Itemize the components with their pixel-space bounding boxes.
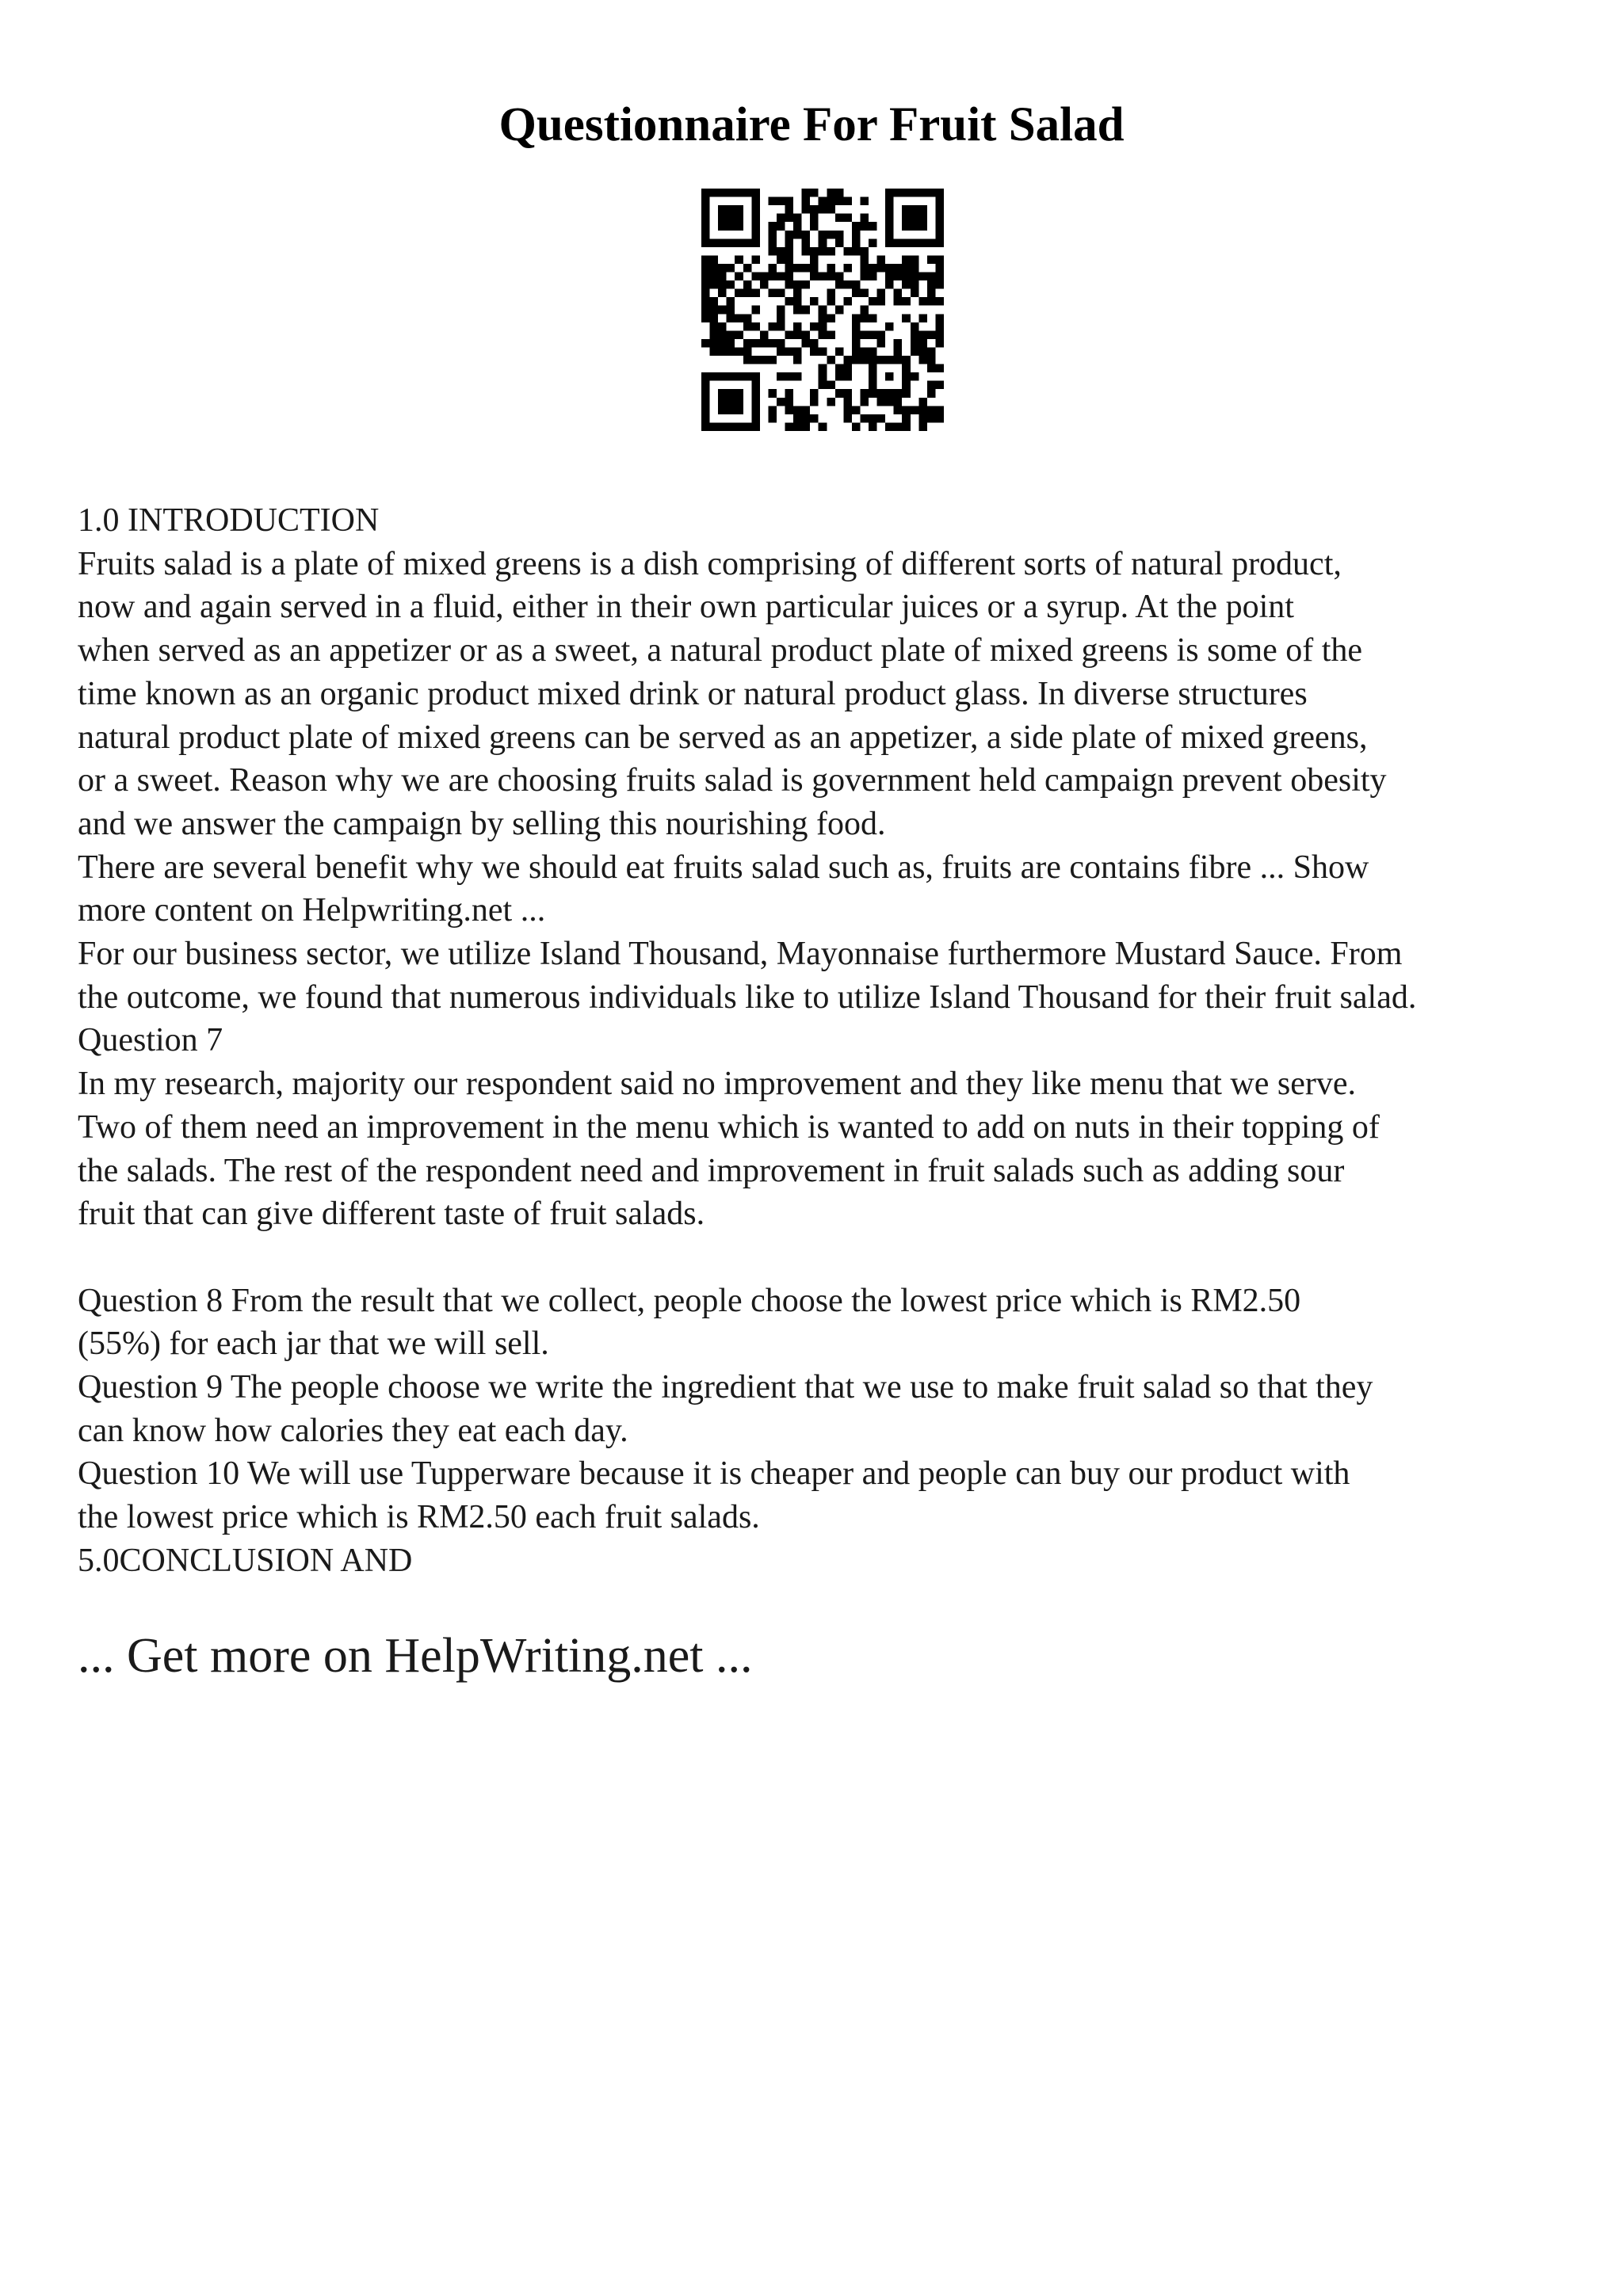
paragraph-gap [78, 1236, 1583, 1280]
document-title: Questionnaire For Fruit Salad [498, 98, 1125, 151]
body-line: or a sweet. Reason why we are choosing fruits salad is government held campaign prevent obesity [78, 762, 1387, 799]
document-body [78, 499, 1583, 1583]
body-line: the lowest price which is RM2.50 each fruit salads. [78, 1499, 760, 1536]
body-line: Fruits salad is a plate of mixed greens is a dish comprising of different sorts of natural product, [78, 545, 1342, 582]
body-line: In my research, majority our respondent said no improvement and they like menu that we serve. [78, 1066, 1357, 1103]
body-line: fruit that can give different taste of fruit salads. [78, 1196, 705, 1233]
section-heading-conclusion: 5.0CONCLUSION AND [78, 1542, 413, 1579]
body-line: Two of them need an improvement in the menu which is wanted to add on nuts in their topping of [78, 1108, 1380, 1146]
question-heading: Question 7 [78, 1022, 223, 1059]
body-line: Question 10 We will use Tupperware because it is cheaper and people can buy our product with [78, 1455, 1350, 1493]
body-line: For our business sector, we utilize Island Thousand, Mayonnaise furthermore Mustard Sauce. From [78, 936, 1403, 973]
qr-code-image [701, 189, 944, 431]
body-line: more content on Helpwriting.net ... [78, 892, 546, 929]
body-line: now and again served in a fluid, either in their own particular juices or a syrup. At the point [78, 589, 1294, 626]
body-line: time known as an organic product mixed drink or natural product glass. In diverse structures [78, 675, 1308, 712]
body-line: natural product plate of mixed greens can be served as an appetizer, a side plate of mixed greens, [78, 719, 1368, 756]
body-line: the outcome, we found that numerous individuals like to utilize Island Thousand for their fruit salad. [78, 978, 1417, 1016]
body-line: There are several benefit why we should eat fruits salad such as, fruits are contains fibre ... Show [78, 849, 1369, 886]
section-heading-introduction: 1.0 INTRODUCTION [78, 502, 380, 539]
body-line: Question 8 From the result that we collect, people choose the lowest price which is RM2.50 [78, 1282, 1301, 1319]
get-more-link[interactable]: ... Get more on HelpWriting.net ... [78, 1629, 753, 1683]
body-line: when served as an appetizer or as a sweet, a natural product plate of mixed greens is some of the [78, 632, 1363, 669]
body-line: (55%) for each jar that we will sell. [78, 1325, 549, 1363]
body-line: and we answer the campaign by selling this nourishing food. [78, 805, 886, 842]
body-line: can know how calories they eat each day. [78, 1412, 628, 1449]
body-line: Question 9 The people choose we write the ingredient that we use to make fruit salad so that they [78, 1369, 1373, 1406]
body-line: the salads. The rest of the respondent need and improvement in fruit salads such as adding sour [78, 1152, 1345, 1189]
